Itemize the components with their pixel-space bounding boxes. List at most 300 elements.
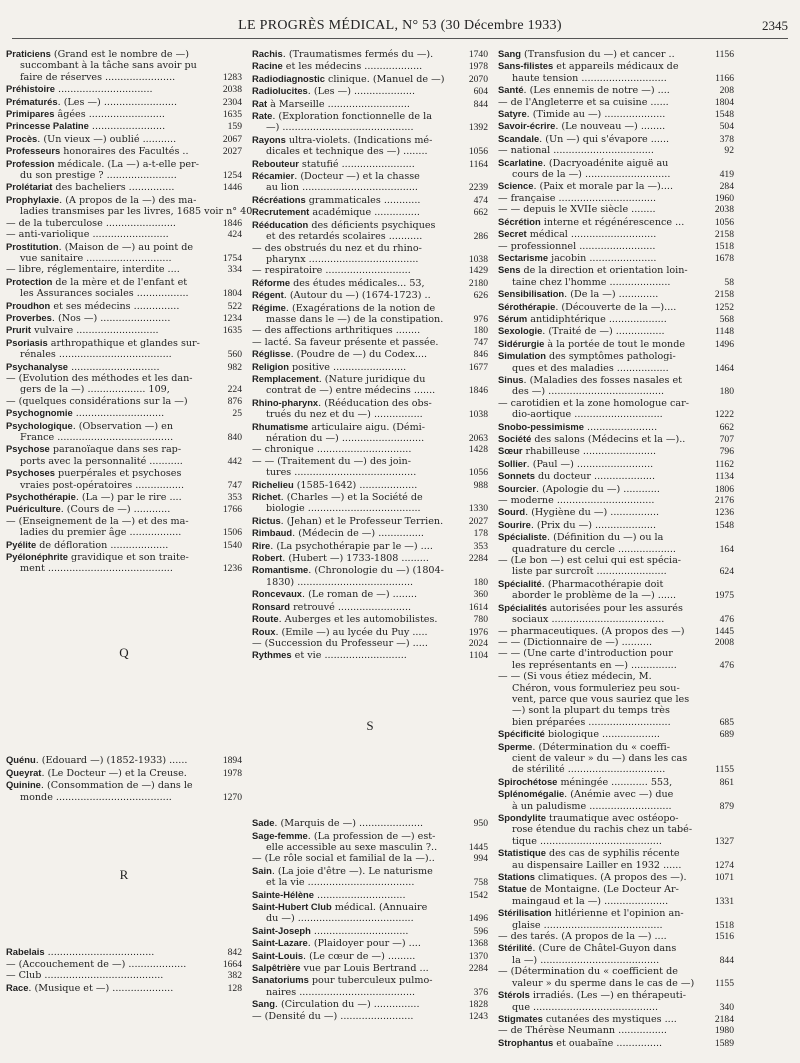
entry-headword-line: Psychologique. (Observation —) en: [6, 419, 174, 432]
entry-continuation-line: des —) ......................................: [512, 386, 665, 398]
entry-headword-line: Sperme. (Détermination du « coeffi-: [498, 740, 670, 753]
entry-headword-line: — (Détermination du « coefficient de: [498, 966, 678, 978]
entry-page-number: 1254: [222, 170, 242, 182]
index-entry: [252, 889, 488, 901]
entry-headword-line: Protection de la mère et de l'enfant et: [6, 275, 188, 288]
entry-page-number: 796: [719, 446, 734, 458]
entry-page-number: 419: [719, 169, 734, 181]
entry-page-number: 180: [473, 576, 488, 588]
entry-continuation-line: vent, parce que vous sauriez que les: [512, 693, 690, 705]
entry-page-number: 159: [227, 121, 242, 133]
entry-headword-line: Réglisse. (Poudre de —) du Codex....: [252, 348, 428, 361]
entry-headword-line: Racine et les médecins ...................: [252, 60, 423, 73]
entry-headword-line: Richelieu (1585-1642) ...................: [252, 478, 418, 491]
entry-headword-line: Pyélite de défloration ...................: [6, 538, 169, 551]
entry-headword-line: Strophantus et ouabaïne ...............: [498, 1036, 663, 1049]
entry-page-number: 1270: [222, 791, 242, 803]
entry-page-number: 2184: [714, 1013, 734, 1025]
index-entry: [498, 883, 734, 907]
entry-continuation-line: vraies post-opératoires ................: [20, 479, 185, 491]
entry-headword-line: — (Accouchement de —) ...................: [6, 958, 187, 970]
entry-page-number: 58: [724, 276, 734, 288]
entry-page-number: 334: [227, 264, 242, 276]
index-entry: [498, 193, 734, 204]
entry-page-number: 476: [719, 659, 734, 671]
entry-page-number: 1496: [714, 338, 734, 350]
entry-continuation-line: glaise .......................................: [512, 919, 663, 931]
entry-page-number: 1664: [222, 958, 242, 970]
index-entry: [252, 925, 488, 937]
entry-headword-line: — Club .......................................: [6, 970, 164, 982]
entry-page-number: 846: [473, 349, 488, 361]
entry-page-number: 1678: [714, 252, 734, 264]
index-entry: [252, 170, 488, 194]
index-entry: [6, 133, 242, 145]
index-entry: [498, 637, 734, 648]
entry-headword-line: Sens de la direction et orientation loin-: [498, 264, 688, 277]
index-entry: [498, 398, 734, 421]
entry-headword-line: Statistique des cas de syphilis récente: [498, 847, 680, 860]
entry-continuation-line: trués du nez et du —) ................: [266, 409, 423, 421]
entry-headword-line: — de la tuberculose .......................: [6, 217, 176, 229]
entry-headword-line: Saint-Lazare. (Plaidoyer pour —) ....: [252, 937, 421, 950]
entry-headword-line: Proverbes. (Nos —) .......................: [6, 311, 171, 324]
index-entry: [6, 229, 242, 240]
entry-headword-line: Sang. (Circulation du —) ...............: [252, 998, 420, 1011]
entry-page-number: 568: [719, 313, 734, 325]
index-entry: [498, 495, 734, 506]
entry-headword-line: Psychanalyse .............................: [6, 360, 160, 373]
entry-headword-line: Rayons ultra-violets. (Indications mé-: [252, 133, 433, 146]
entry-headword-line: Sensibilisation. (De la —) .............: [498, 288, 659, 301]
entry-headword-line: — (Le rôle social et familial de la —)..: [252, 853, 435, 865]
entry-headword-line: — (Evolution des méthodes et les dan-: [6, 372, 193, 384]
entry-page-number: 1976: [468, 626, 488, 638]
entry-headword-line: Scarlatine. (Dacryoadénite aiguë au: [498, 156, 669, 169]
entry-headword-line: Psoriasis arthropathique et glandes sur-: [6, 336, 200, 349]
entry-headword-line: Psychose paranoïaque dans ses rap-: [6, 443, 182, 456]
entry-headword-line: Spécialité. (Pharmacothérapie doit: [498, 577, 664, 590]
entry-page-number: 758: [473, 877, 488, 889]
entry-headword-line: Spondylite traumatique avec ostéopo-: [498, 812, 679, 824]
entry-page-number: 1548: [714, 109, 734, 121]
index-entry: [252, 110, 488, 134]
index-entry: [252, 444, 488, 455]
index-entry: [252, 962, 488, 974]
entry-headword-line: Rhumatisme articulaire aigu. (Démi-: [252, 420, 425, 433]
index-entry: [252, 540, 488, 552]
entry-headword-line: — chronique ...............................: [252, 444, 412, 456]
entry-continuation-line: la —) .......................................: [512, 954, 660, 966]
entry-headword-line: — — (Une carte d'introduction pour: [498, 648, 673, 660]
entry-page-number: 707: [719, 434, 734, 445]
entry-continuation-line: tures ........................................: [266, 467, 417, 479]
entry-headword-line: Rebouteur statufié ........................: [252, 157, 415, 170]
entry-headword-line: — (Le bon —) est celui qui est spécia-: [498, 555, 682, 567]
entry-page-number: 1155: [715, 977, 734, 989]
entry-headword-line: Sérothérapie. (Découverte de la —)....: [498, 300, 677, 313]
entry-headword-line: Prophylaxie. (A propos de la —) des ma-: [6, 193, 197, 206]
entry-page-number: 208: [719, 85, 734, 97]
entry-headword-line: Profession médicale. (La —) a-t-elle per-: [6, 157, 199, 170]
index-entry: [498, 374, 734, 398]
entry-page-number: 1846: [468, 385, 488, 397]
entry-headword-line: — anti-variolique .........................: [6, 229, 169, 241]
entry-headword-line: Sécrétion interne et régénérescence ...: [498, 215, 685, 228]
index-entry: [498, 506, 734, 518]
index-entry: [252, 865, 488, 889]
entry-page-number: 1038: [468, 253, 488, 265]
entry-page-number: 662: [719, 421, 734, 433]
entry-page-number: 1274: [714, 859, 734, 871]
index-entry: [6, 407, 242, 419]
index-entry: [252, 613, 488, 625]
entry-page-number: 504: [719, 121, 734, 133]
index-entry: [498, 108, 734, 120]
entry-headword-line: Psychognomie .............................: [6, 407, 165, 420]
entry-headword-line: Prostitution. (Maison de —) au point de: [6, 240, 194, 253]
entry-page-number: 1975: [714, 590, 734, 602]
entry-page-number: 180: [719, 386, 734, 398]
index-entry: [498, 301, 734, 313]
entry-page-number: 2027: [222, 146, 242, 158]
entry-headword-line: Sollier. (Paul —) .........................: [498, 457, 654, 470]
entry-headword-line: Stérilisation hitlérienne et l'opinion an-: [498, 907, 684, 920]
entry-headword-line: Sage-femme. (La profession de —) est-: [252, 829, 436, 842]
entry-page-number: 1540: [222, 539, 242, 551]
index-entry: [252, 348, 488, 360]
index-entry: [498, 157, 734, 181]
index-column-3: [498, 48, 734, 1049]
index-entry: [252, 937, 488, 949]
entry-continuation-line: pharynx ....................................: [266, 253, 419, 265]
section-letter: Q: [119, 644, 129, 660]
section-letter: S: [366, 717, 374, 733]
entry-headword-line: Robert. (Hubert —) 1733-1808 .........: [252, 552, 429, 565]
entry-page-number: 1542: [468, 889, 488, 901]
entry-continuation-line: haute tension ............................: [512, 72, 667, 84]
index-entry: [6, 467, 242, 491]
entry-headword-line: Sourire. (Prix du —) ....................: [498, 518, 656, 531]
index-entry: [6, 96, 242, 108]
entry-page-number: 1464: [714, 362, 734, 374]
entry-continuation-line: elle accessible au sexe masculin ?..: [266, 841, 438, 853]
entry-continuation-line: sociaux .....................................: [512, 614, 665, 626]
page-number: 2345: [762, 18, 788, 33]
entry-page-number: 1635: [222, 109, 242, 121]
page-header: [12, 16, 788, 39]
entry-page-number: 1236: [222, 563, 242, 575]
entry-page-number: 1806: [714, 483, 734, 495]
entry-headword-line: Prurit vulvaire ...........................: [6, 324, 159, 337]
entry-headword-line: — lacté. Sa faveur présente et passée.: [252, 336, 439, 348]
entry-page-number: 378: [719, 133, 734, 145]
entry-continuation-line: rose étendue du rachis chez un tabé-: [512, 824, 693, 836]
entry-headword-line: Salpêtrière vue par Louis Bertrand ...: [252, 962, 429, 974]
entry-page-number: 2158: [714, 289, 734, 301]
entry-page-number: 1331: [714, 895, 734, 907]
entry-page-number: 474: [473, 194, 488, 206]
entry-headword-line: Saint-Hubert Club médical. (Annuaire: [252, 900, 428, 913]
entry-page-number: 2008: [714, 636, 734, 648]
entry-headword-line: — française ................................: [498, 192, 657, 204]
index-entry: [498, 288, 734, 300]
index-entry: [252, 552, 488, 564]
entry-page-number: 1518: [714, 919, 734, 931]
index-entry: [498, 421, 734, 433]
index-entry: [498, 907, 734, 931]
entry-page-number: 1828: [468, 999, 488, 1011]
entry-page-number: 476: [719, 614, 734, 626]
index-entry: [498, 648, 734, 671]
entry-page-number: 560: [227, 349, 242, 361]
entry-continuation-line: du —) ......................................: [266, 913, 414, 925]
entry-page-number: 2180: [468, 277, 488, 289]
index-entry: [498, 776, 734, 788]
index-entry: [252, 456, 488, 479]
entry-headword-line: — moderne ................................: [498, 495, 655, 507]
entry-page-number: 1164: [469, 158, 488, 170]
entry-headword-line: Simulation des symptômes pathologi-: [498, 350, 676, 363]
entry-headword-line: Psychoses puerpérales et psychoses: [6, 467, 182, 480]
index-entry: [252, 194, 488, 206]
entry-page-number: 662: [473, 207, 488, 219]
entry-page-number: 2176: [714, 495, 734, 507]
entry-page-number: 1740: [468, 49, 488, 60]
entry-page-number: 994: [473, 853, 488, 865]
entry-headword-line: Sain. (La joie d'être —). Le naturisme: [252, 864, 433, 877]
entry-continuation-line: au dispensaire Lailler en 1932 ......: [512, 859, 682, 871]
entry-headword-line: Spécialiste. (Définition du —) ou la: [498, 531, 664, 544]
entry-headword-line: — professionnel .........................: [498, 240, 656, 252]
entry-page-number: 1368: [468, 938, 488, 950]
index-entry: [252, 527, 488, 539]
entry-page-number: 1134: [715, 471, 734, 483]
entry-continuation-line: 1830) ......................................: [266, 576, 414, 588]
entry-headword-line: — (quelques considérations sur la —): [6, 395, 188, 407]
entry-page-number: 2063: [468, 433, 488, 444]
entry-page-number: 128: [227, 982, 242, 994]
index-entry: [6, 396, 242, 407]
index-entry: [252, 515, 488, 527]
index-entry: [498, 966, 734, 989]
entry-continuation-line: au lion ......................................: [266, 182, 418, 194]
entry-continuation-line: rénales .....................................: [20, 349, 172, 361]
entry-page-number: 685: [719, 716, 734, 728]
entry-headword-line: — — depuis le XVIIe siècle ........: [498, 204, 656, 216]
entry-page-number: 164: [719, 543, 734, 555]
entry-continuation-line: contrat de —) entre médecins .......: [266, 385, 436, 397]
entry-continuation-line: masse dans le —) de la constipation.: [266, 313, 444, 325]
entry-headword-line: Snobo-pessimisme .......................: [498, 420, 658, 433]
entry-continuation-line: —) ...........................................: [266, 122, 414, 134]
entry-headword-line: Princesse Palatine ........................: [6, 120, 166, 133]
index-entry: [6, 337, 242, 361]
entry-headword-line: Spécialités autorisées pour les assurés: [498, 601, 683, 614]
entry-page-number: 1804: [714, 96, 734, 108]
entry-page-number: 1236: [714, 507, 734, 519]
entry-headword-line: Remplacement. (Nature juridique du: [252, 372, 426, 385]
entry-headword-line: Stérols irradiés. (Les —) en thérapeuti-: [498, 989, 686, 1002]
index-entry: [252, 73, 488, 85]
section-letter: R: [119, 866, 129, 882]
index-entry: [498, 989, 734, 1013]
entry-headword-line: Rachis. (Traumatismes fermés du —).: [252, 48, 434, 60]
entry-headword-line: — national .................................: [498, 145, 654, 157]
journal-title: LE PROGRÈS MÉDICAL, N° 53 (30 Décembre 1933): [238, 18, 562, 33]
entry-page-number: 1056: [714, 216, 734, 228]
entry-page-number: 780: [473, 614, 488, 626]
entry-page-number: 1429: [468, 265, 488, 277]
index-column-1: [6, 48, 253, 994]
index-entry: [498, 325, 734, 337]
entry-page-number: 1148: [715, 326, 734, 338]
index-entry: [252, 325, 488, 336]
index-entry: [6, 181, 242, 193]
entry-continuation-line: que .........................................: [512, 1001, 659, 1013]
entry-page-number: 596: [473, 925, 488, 937]
index-entry: [6, 158, 242, 182]
entry-headword-line: Sœur rhabilleuse ........................: [498, 445, 657, 458]
entry-page-number: 382: [227, 970, 242, 982]
entry-page-number: 1071: [714, 872, 734, 884]
entry-page-number: 1445: [714, 625, 734, 637]
index-entry: [498, 470, 734, 482]
entry-continuation-line: naires ......................................: [266, 986, 416, 998]
entry-headword-line: — — (Dictionnaire de —) ..........: [498, 636, 653, 648]
entry-headword-line: Radiodiagnostic clinique. (Manuel de —): [252, 72, 445, 85]
entry-continuation-line: —) sont la plupart du temps très: [512, 705, 670, 717]
entry-page-number: 92: [724, 145, 734, 157]
entry-headword-line: — (Enseignement de la —) et des ma-: [6, 515, 189, 527]
entry-continuation-line: et des retardés scolaires ...........: [266, 231, 423, 243]
entry-headword-line: Richet. (Charles —) et la Société de: [252, 491, 423, 504]
index-entry: [498, 871, 734, 883]
entry-headword-line: — — (Si vous étiez médecin, M.: [498, 671, 652, 683]
index-entry: [498, 519, 734, 531]
index-entry: [252, 134, 488, 158]
entry-continuation-line: maingaud et la —) .....................: [512, 895, 669, 907]
index-entry: [6, 754, 242, 766]
entry-headword-line: Rabelais ...................................: [6, 946, 155, 959]
entry-continuation-line: ladies transmises par les livres, 1685 voir n° 40: [20, 206, 253, 218]
index-column-2: [252, 48, 488, 1022]
index-entry: [252, 243, 488, 266]
entry-page-number: 1518: [714, 240, 734, 252]
entry-page-number: 1677: [468, 361, 488, 373]
entry-page-number: 1516: [714, 931, 734, 943]
index-entry: [6, 491, 242, 503]
entry-headword-line: Sidérurgie à la portée de tout le monde: [498, 337, 686, 350]
entry-page-number: 1156: [715, 49, 734, 60]
entry-continuation-line: gers de la —) ................... 109,: [20, 384, 170, 396]
entry-headword-line: Race. (Musique et —) ....................: [6, 981, 174, 994]
entry-continuation-line: Chéron, vous formuleriez peu sou-: [512, 682, 680, 694]
entry-page-number: 982: [227, 361, 242, 373]
entry-page-number: 284: [719, 181, 734, 193]
entry-page-number: 1846: [222, 217, 242, 229]
entry-continuation-line: taine chez l'homme ....................: [512, 276, 671, 288]
entry-page-number: 224: [227, 384, 242, 396]
entry-page-number: 976: [473, 313, 488, 325]
entry-continuation-line: monde ......................................: [20, 791, 172, 803]
index-entry: [252, 60, 488, 72]
entry-continuation-line: aborder le problème de la —) ......: [512, 590, 677, 602]
entry-headword-line: Puériculture. (Cours de —) ............: [6, 503, 171, 516]
index-entry: [6, 218, 242, 229]
entry-page-number: 353: [473, 540, 488, 552]
index-entry: [6, 420, 242, 444]
entry-continuation-line: biologie .....................................: [266, 503, 421, 515]
index-entry: [498, 133, 734, 145]
index-entry: [252, 219, 488, 243]
entry-headword-line: Rat à Marseille ...........................: [252, 97, 410, 110]
entry-page-number: 1445: [468, 841, 488, 853]
entry-page-number: 689: [719, 729, 734, 741]
entry-continuation-line: ques et des maladies .................: [512, 362, 669, 374]
entry-headword-line: Pyélonéphrite gravidique et son traite-: [6, 551, 189, 564]
entry-headword-line: — de l'Angleterre et sa cuisine ......: [498, 96, 669, 108]
index-entry: [498, 555, 734, 578]
entry-headword-line: Sérum antidiphtérique ...................: [498, 312, 667, 325]
index-entry: [6, 120, 242, 132]
entry-continuation-line: et la vie ...................................: [266, 877, 415, 889]
entry-headword-line: Rire. (La psychothérapie par le —) ....: [252, 539, 433, 552]
index-entry: [498, 84, 734, 96]
entry-headword-line: Rhino-pharynx. (Rééducation des obs-: [252, 396, 432, 409]
index-entry: [498, 445, 734, 457]
entry-headword-line: Religion positive ........................: [252, 360, 407, 373]
entry-headword-line: Sanatoriums pour tuberculeux pulmo-: [252, 974, 433, 987]
entry-page-number: 286: [473, 231, 488, 243]
entry-headword-line: Sade. (Marquis de —) .....................: [252, 817, 424, 830]
entry-headword-line: Rictus. (Jehan) et le Professeur Terrien.: [252, 514, 444, 527]
index-entry: [252, 85, 488, 97]
entry-page-number: 1894: [222, 755, 242, 767]
index-entry: [6, 193, 253, 218]
entry-page-number: 747: [227, 479, 242, 491]
entry-headword-line: Splénomégalie. (Anémie avec —) due: [498, 788, 674, 801]
entry-headword-line: Route. Auberges et les automobilistes.: [252, 613, 438, 626]
entry-continuation-line: quadrature du cercle ...................: [512, 543, 676, 555]
entry-page-number: 353: [227, 492, 242, 504]
entry-headword-line: Sainte-Hélène .............................: [252, 888, 406, 901]
entry-headword-line: Quinine. (Consommation de —) dans le: [6, 779, 193, 792]
index-entry: [252, 98, 488, 110]
entry-headword-line: Sans-filistes et appareils médicaux de: [498, 60, 679, 73]
entry-page-number: 1222: [714, 409, 734, 421]
index-entry: [498, 228, 734, 240]
entry-headword-line: Ronsard retrouvé ........................: [252, 600, 412, 613]
entry-page-number: 1038: [468, 409, 488, 421]
entry-continuation-line: à un paludisme ...........................: [512, 800, 672, 812]
index-entry: [252, 479, 488, 491]
index-entry: [6, 48, 242, 83]
index-entry: [6, 946, 242, 958]
index-entry: [498, 313, 734, 325]
index-entry: [498, 1013, 734, 1025]
entry-page-number: 1446: [222, 182, 242, 194]
entry-continuation-line: ment .........................................: [20, 563, 173, 575]
index-entry: [498, 350, 734, 374]
entry-page-number: 861: [719, 776, 734, 788]
index-entry: [252, 817, 488, 829]
entry-headword-line: Romantisme. (Chronologie du —) (1804-: [252, 564, 444, 577]
index-entry: [498, 458, 734, 470]
index-entry: [252, 564, 488, 588]
entry-page-number: 2304: [222, 96, 242, 108]
entry-headword-line: Régime. (Exagérations de la notion de: [252, 301, 436, 314]
